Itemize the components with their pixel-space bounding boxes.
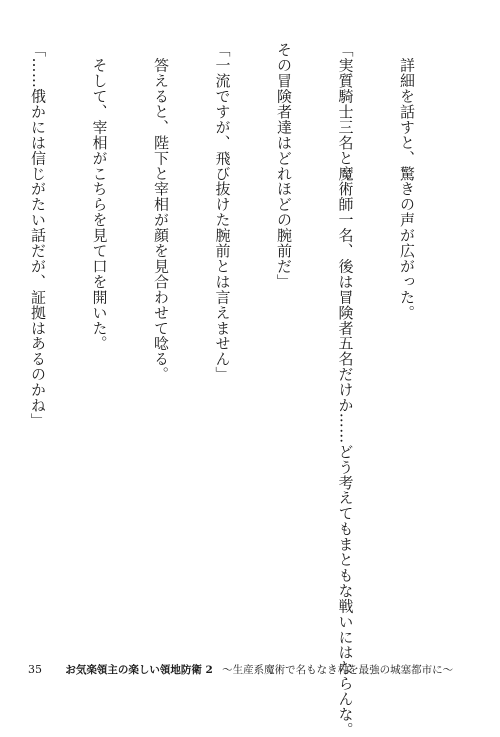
page-number: 35 (28, 663, 42, 676)
text-line: その冒険者達はどれほどの腕前だ」 (275, 42, 293, 290)
text-line: 答えると、陛下と宰相が顔を見合わせて唸る。 (152, 42, 170, 382)
text-line: 詳細を話すと、驚きの声が広がった。 (398, 42, 416, 321)
text-line: 「……俄かには信じがたい話だが、証拠はあるのかね」 (29, 42, 47, 429)
text-line: そして、宰相がこちらを見て口を開いた。 (90, 42, 109, 351)
book-subtitle: 〜生産系魔術で名もなき村を最強の城塞都市に〜 (222, 664, 454, 676)
text-line: 「実質騎士三名と魔術師一名、後は冒険者五名だけか……どう考えてもまともな戦いにはならんな。 (336, 42, 355, 737)
page-footer (28, 662, 473, 678)
text-line: 「一流ですが、飛び抜けた腕前とは言えません」 (213, 42, 232, 382)
book-title: お気楽領主の楽しい領地防衛 2 (65, 664, 213, 676)
